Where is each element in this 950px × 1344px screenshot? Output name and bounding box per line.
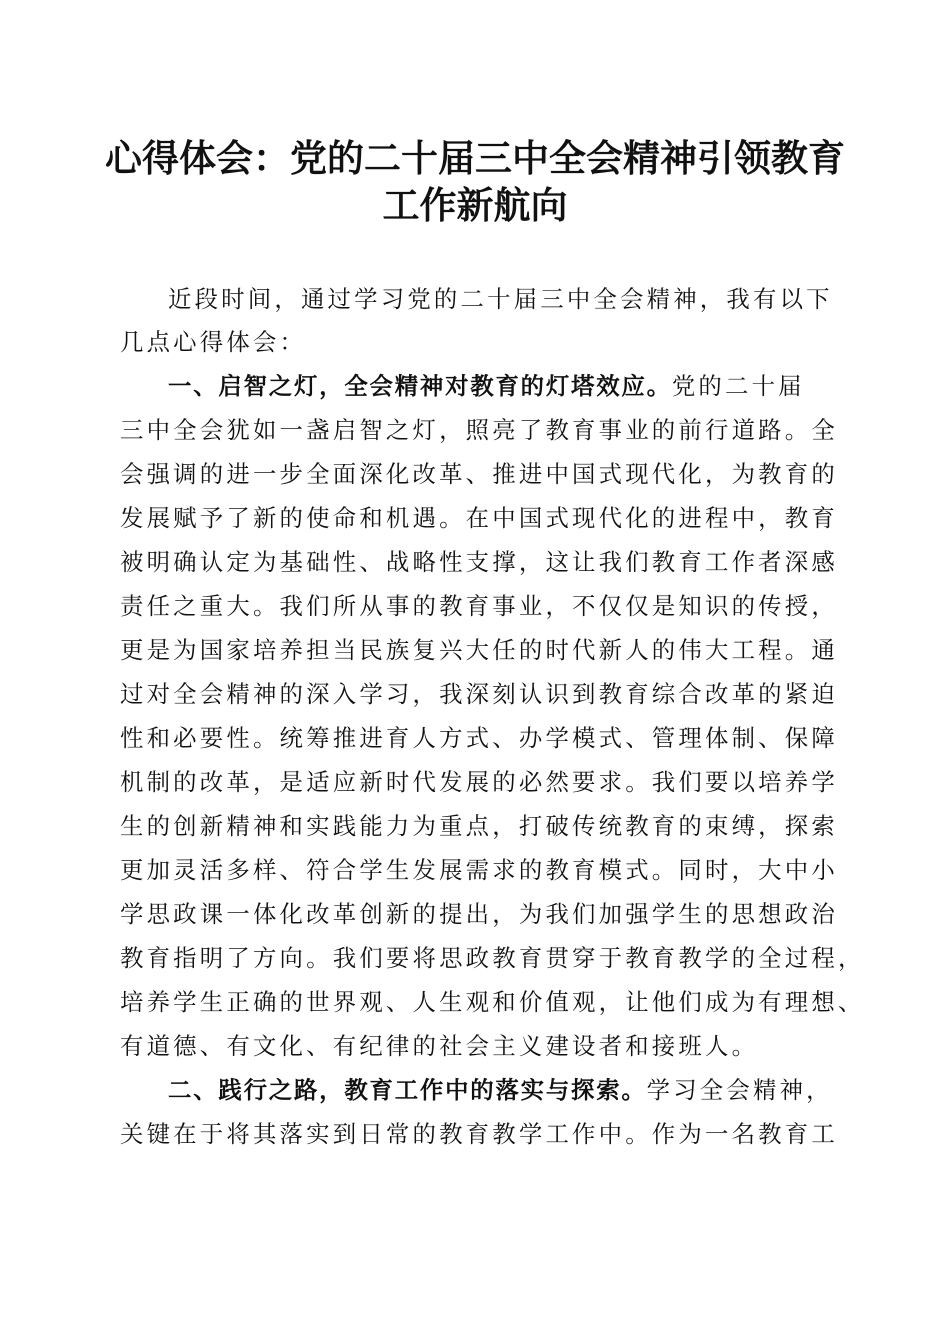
body-line: 机制的改革，是适应新时代发展的必然要求。我们要以培养学 (120, 768, 838, 796)
section-2-first-line-rest: 学习全会精神， (646, 1076, 833, 1104)
document-title-line-1: 心得体会：党的二十届三中全会精神引领教育 (105, 136, 845, 180)
section-1-heading: 一、启智之灯，全会精神对教育的灯塔效应。 (168, 372, 672, 400)
body-line: 过对全会精神的深入学习，我深刻认识到教育综合改革的紧迫 (120, 680, 838, 708)
body-line: 培养学生正确的世界观、人生观和价值观，让他们成为有理想、 (120, 988, 865, 1016)
body-line: 有道德、有文化、有纪律的社会主义建设者和接班人。 (120, 1032, 759, 1060)
section-2-heading: 二、践行之路，教育工作中的落实与探索。 (168, 1076, 647, 1104)
document-title-line-2: 工作新航向 (382, 183, 568, 227)
body-line: 生的创新精神和实践能力为重点，打破传统教育的束缚，探索 (120, 812, 838, 840)
body-line: 三中全会犹如一盏启智之灯，照亮了教育事业的前行道路。全 (120, 416, 838, 444)
body-line: 被明确认定为基础性、战略性支撑，这让我们教育工作者深感 (120, 548, 838, 576)
body-line: 学思政课一体化改革创新的提出，为我们加强学生的思想政治 (120, 900, 838, 928)
section-1-first-line-rest: 党的二十届 (671, 372, 805, 400)
body-line: 责任之重大。我们所从事的教育事业，不仅仅是知识的传授， (120, 592, 838, 620)
body-line: 更是为国家培养担当民族复兴大任的时代新人的伟大工程。通 (120, 636, 838, 664)
intro-line: 几点心得体会： (120, 328, 307, 356)
body-line: 教育指明了方向。我们要将思政教育贯穿于教育教学的全过程， (120, 944, 865, 972)
section-2-first-line (168, 1075, 840, 1105)
body-line: 发展赋予了新的使命和机遇。在中国式现代化的进程中，教育 (120, 504, 838, 532)
body-line: 性和必要性。统筹推进育人方式、办学模式、管理体制、保障 (120, 724, 838, 752)
body-line: 关键在于将其落实到日常的教育教学工作中。作为一名教育工 (120, 1120, 838, 1148)
body-line: 会强调的进一步全面深化改革、推进中国式现代化，为教育的 (120, 460, 838, 488)
section-1-first-line (168, 371, 840, 401)
intro-line: 近段时间，通过学习党的二十届三中全会精神，我有以下 (168, 285, 833, 313)
body-line: 更加灵活多样、符合学生发展需求的教育模式。同时，大中小 (120, 856, 838, 884)
